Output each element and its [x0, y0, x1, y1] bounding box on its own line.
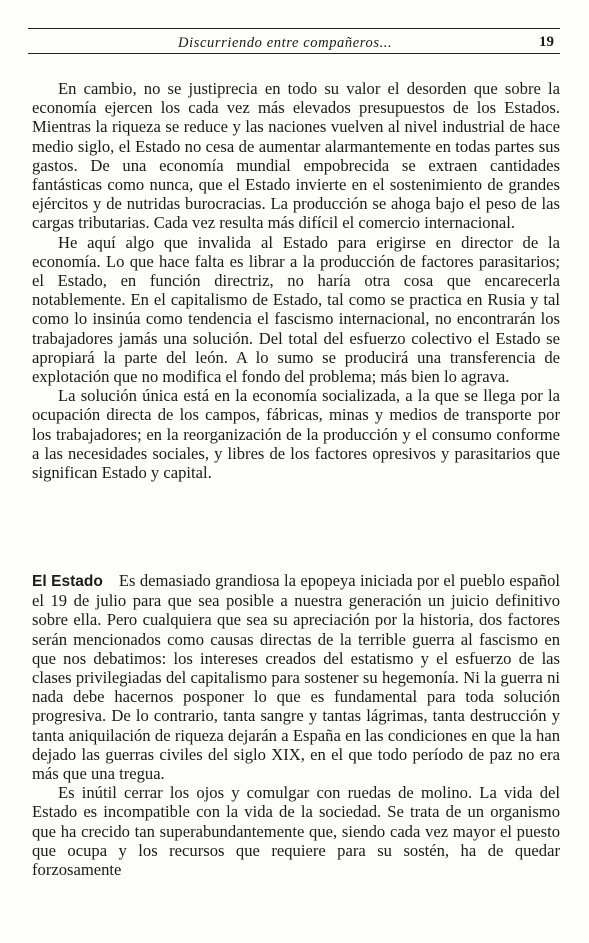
page-number: 19	[539, 34, 554, 50]
running-header	[28, 33, 560, 54]
body-text-block	[32, 79, 560, 482]
paragraph: La solución única está en la economía socializada, a la que se llega por la ocupación directa de los campos, fábricas, minas y medios de transporte por los trabajadores; en la reorganización de la producción y el consumo conforme a las necesidades sociales, y libres de los factores opresivos y parasitarios que significan Estado y capital.	[32, 386, 560, 483]
section-el-estado	[32, 571, 560, 879]
paragraph: En cambio, no se justiprecia en todo su valor el desorden que sobre la economía ejercen los cada vez más elevados presupuestos de los Estados. Mientras la riqueza se reduce y las naciones vuelven al nivel industrial de hace medio siglo, el Estado no cesa de aumentar alarmantemente en todas partes sus gastos. De una economía mundial empobrecida se extraen cantidades fantásticas como nunca, que el Estado invierte en el sostenimiento de grandes ejércitos y de nutridas burocracias. La producción se ahoga bajo el peso de las cargas tributarias. Cada vez resulta más difícil el comercio internacional.	[32, 79, 560, 233]
section-heading: El Estado	[32, 573, 103, 590]
running-title: Discurriendo entre compañeros...	[178, 35, 393, 51]
header-top-rule	[28, 28, 560, 29]
paragraph: Es inútil cerrar los ojos y comulgar con ruedas de molino. La vida del Estado es incompatible con la vida de la sociedad. Se trata de un organismo que ha crecido tan superabundantemente que, siendo cada vez mayor el puesto que ocupa y los recursos que requiere para su sostén, ha de quedar forzosamente	[32, 783, 560, 880]
paragraph: He aquí algo que invalida al Estado para erigirse en director de la economía. Lo que hace falta es librar a la producción de factores parasitarios; el Estado, en función directriz, no haría otra cosa que encarecerla notablemente. En el capitalismo de Estado, tal como se practica en Rusia y tal como lo insinúa como tendencia el fascismo internacional, no encontrarán los trabajadores jamás una solución. Del total del esfuerzo colectivo el Estado se apropiará la parte del león. A lo sumo se producirá una transferencia de explotación que no modifica el fondo del problema; más bien lo agrava.	[32, 232, 560, 387]
paragraph-text: Es demasiado grandiosa la epopeya iniciada por el pueblo español el 19 de julio para que sea posible a nuestra generación un juicio definitivo sobre ella. Pero cualquiera que sea su apreciación por la historia, dos factores serán mencionados como causas directas de la terrible guerra al fascismo en que nos debatimos: los intereses creados del estatismo y el esfuerzo de las clases privilegiadas del capitalismo para sostener su hegemonía. Ni la guerra ni nada debe hacernos posponer lo que es fundamental para toda solución progresiva. De lo contrario, tanta sangre y tantas lágrimas, tanta destrucción y tanta aniquilación de riqueza dejarán a España en las condiciones en que la han dejado las guerras civiles del siglo XIX, en el que todo período de paz no era más que una tregua.	[32, 571, 560, 784]
section-first-paragraph	[32, 571, 560, 783]
